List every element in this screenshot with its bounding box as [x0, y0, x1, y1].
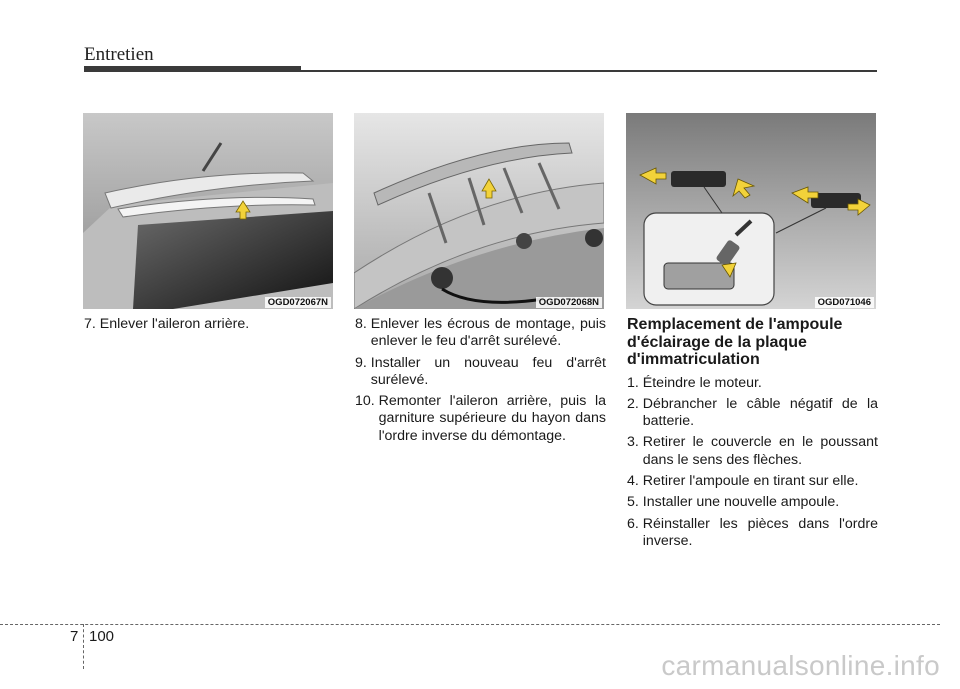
- step-text: Retirer l'ampoule en tirant sur elle.: [642, 472, 859, 489]
- step-text: Débrancher le câble négatif de la batterie.: [642, 395, 878, 430]
- header-rule-thick: [84, 66, 301, 72]
- header-rule-thin: [301, 70, 877, 72]
- list-item: [627, 434, 878, 469]
- step-text: Remonter l'aileron arrière, puis la garniture supérieure du hayon dans l'ordre inverse du démontage.: [378, 393, 606, 444]
- step-number: 10.: [355, 393, 379, 410]
- list-item: [84, 316, 335, 333]
- column-right: [627, 316, 878, 554]
- footer-rule: [0, 624, 940, 625]
- step-number: 1.: [627, 374, 643, 391]
- step-number: 3.: [627, 434, 643, 451]
- step-number: 2.: [627, 395, 643, 412]
- license-plate-lamp-illustration: [626, 113, 876, 309]
- step-text: Enlever l'aileron arrière.: [99, 316, 250, 332]
- list-item: [355, 355, 606, 390]
- step-text: Installer un nouveau feu d'arrêt surélevé.: [370, 354, 606, 388]
- list-item: [355, 393, 606, 445]
- section-heading: Remplacement de l'ampoule d'éclairage de la plaque d'immatriculation: [627, 316, 843, 368]
- list-item: [627, 473, 878, 490]
- figure-code: OGD072067N: [265, 297, 331, 308]
- list-item: [627, 375, 878, 392]
- step-text: Retirer le couvercle en le poussant dans le sens des flèches.: [642, 434, 878, 468]
- step-number: 8.: [355, 316, 371, 332]
- column-left: [84, 316, 335, 337]
- list-item: [627, 396, 878, 431]
- figure-license-plate-lamp: [626, 113, 876, 309]
- step-text: Installer une nouvelle ampoule.: [642, 494, 840, 511]
- step-text: Éteindre le moteur.: [642, 374, 762, 391]
- list-item: [355, 316, 606, 351]
- watermark: carmanualsonline.info: [661, 650, 940, 681]
- page-header-title: Entretien: [84, 44, 154, 65]
- figure-rear-spoiler: [83, 113, 333, 309]
- figure-stop-lamp: [354, 113, 604, 309]
- page-number: 100: [89, 628, 115, 645]
- step-number: 7.: [84, 316, 100, 332]
- figure-code: OGD072068N: [536, 297, 602, 308]
- stop-lamp-illustration: [354, 113, 604, 309]
- list-item: [627, 516, 878, 551]
- step-text: Enlever les écrous de montage, puis enlever le feu d'arrêt surélevé.: [370, 316, 606, 350]
- rear-spoiler-illustration: [83, 113, 333, 309]
- step-number: 9.: [355, 354, 371, 371]
- figure-code: OGD071046: [815, 297, 874, 308]
- step-number: 5.: [627, 494, 643, 511]
- step-number: 6.: [627, 515, 643, 532]
- step-text: Réinstaller les pièces dans l'ordre inverse.: [642, 515, 878, 549]
- column-middle: [355, 316, 606, 449]
- list-item: [627, 494, 878, 511]
- step-number: 4.: [627, 472, 643, 489]
- footer-divider: [83, 624, 84, 669]
- chapter-number: 7: [70, 628, 79, 645]
